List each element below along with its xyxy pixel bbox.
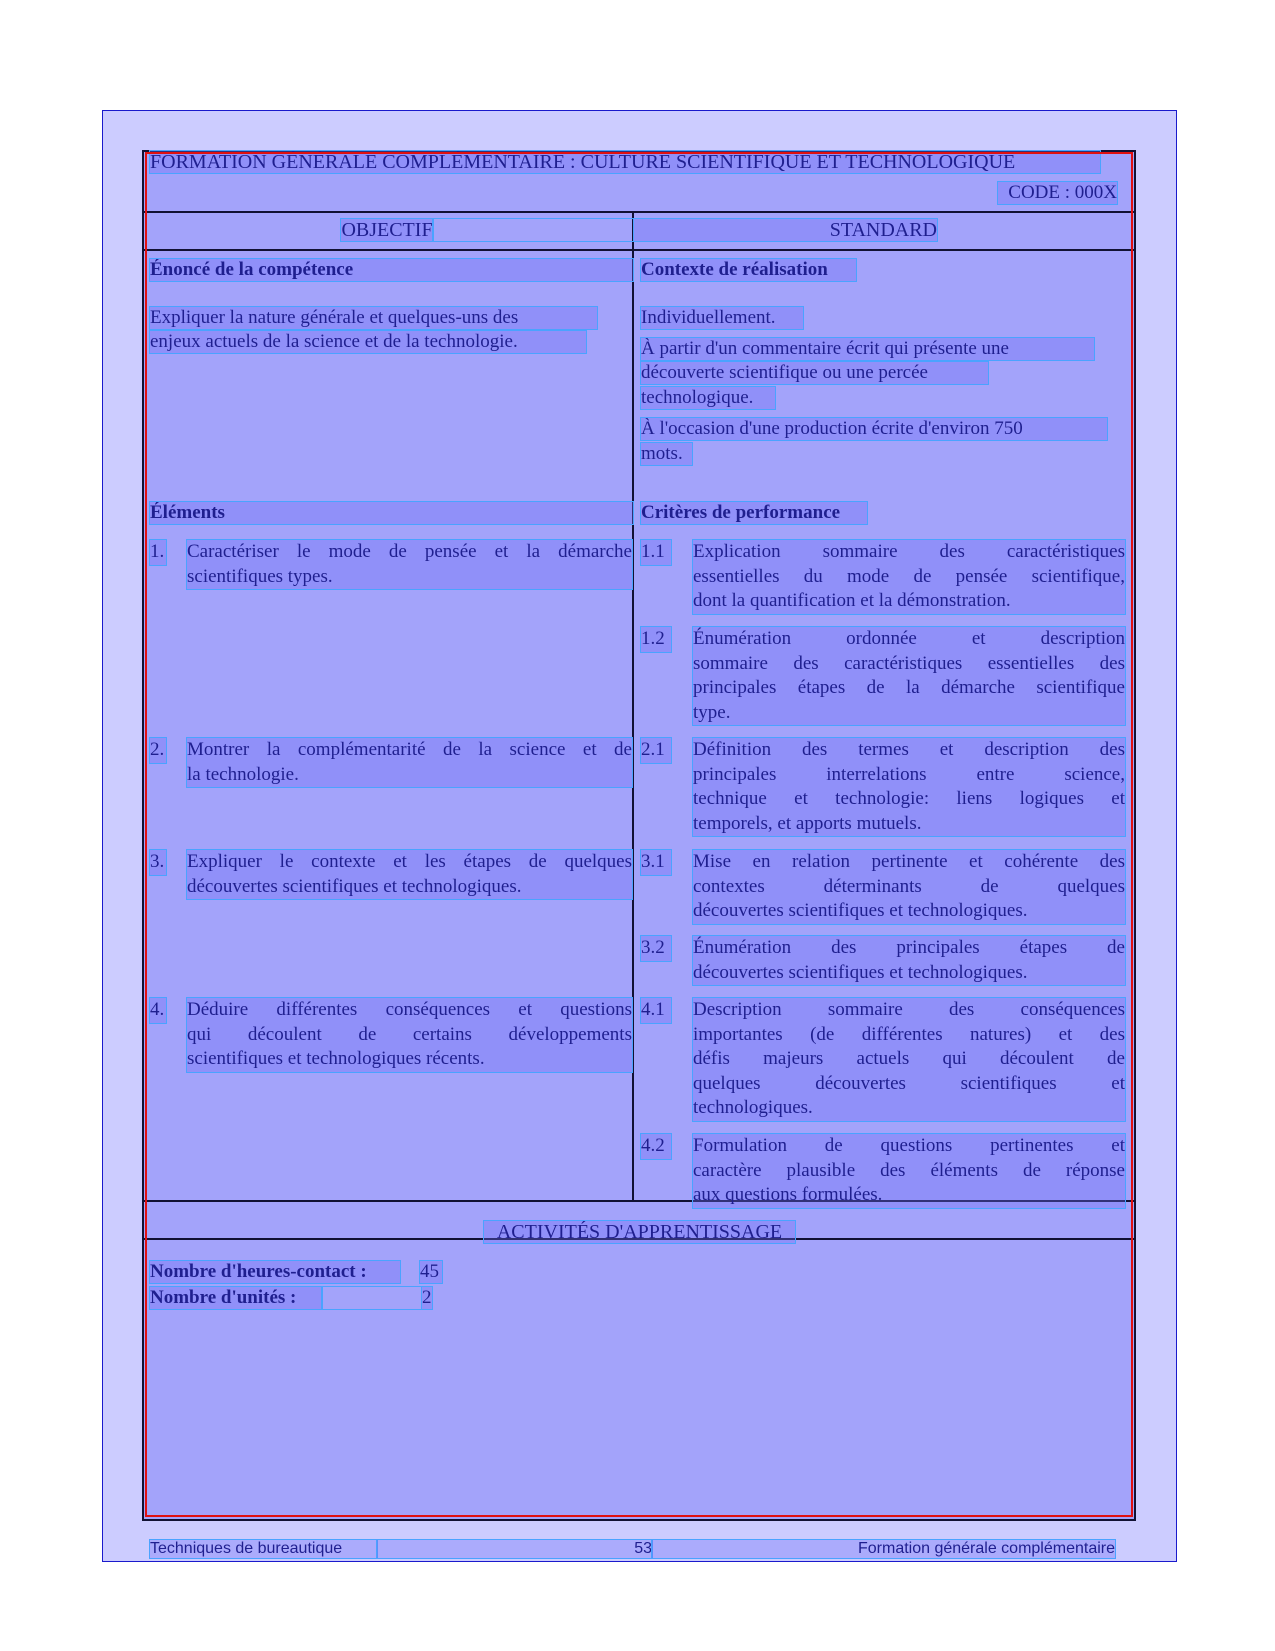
- element-number: 1.: [150, 540, 166, 565]
- critere-line: technologiques.: [693, 1097, 813, 1119]
- competence-line-2: enjeux actuels de la science et de la technologie.: [150, 331, 586, 353]
- element-4-line: qui découlent de certains développements: [187, 1023, 632, 1045]
- critere-line: dont la quantification et la démonstration.: [693, 590, 1011, 612]
- critere-number: 4.1: [641, 998, 671, 1023]
- critere-line: Description sommaire des conséquences: [693, 999, 1125, 1020]
- contexte-p3-line-2: mots.: [641, 443, 692, 465]
- critere-number: 3.1: [641, 850, 671, 875]
- critere-number: 1.2: [641, 627, 671, 652]
- footer-page-number: 53: [377, 1540, 652, 1558]
- critere-line: principales interrelations entre science,: [693, 763, 1125, 785]
- critere-3-2-text: [693, 936, 1125, 985]
- critere-line: découvertes scientifiques et technologiques.: [693, 900, 1028, 922]
- critere-line: quelques découvertes scientifiques et: [693, 1072, 1125, 1094]
- element-number: 3.: [150, 850, 166, 875]
- critere-4-1-text: [693, 998, 1125, 1121]
- column-header-divider: [142, 249, 1136, 251]
- contexte-individuellement: Individuellement.: [641, 307, 803, 329]
- footer-program: Techniques de bureautique: [150, 1540, 377, 1558]
- critere-line: caractère plausible des éléments de réponse: [693, 1159, 1125, 1181]
- unites-value: 2: [422, 1287, 432, 1308]
- critere-number: 4.2: [641, 1134, 671, 1159]
- critere-line: essentielles du mode de pensée scientifique,: [693, 565, 1125, 587]
- footer-section: Formation générale complémentaire: [652, 1540, 1115, 1558]
- element-3-text: [187, 850, 632, 899]
- contexte-p2-line-2: découverte scientifique ou une percée: [641, 362, 988, 384]
- course-code: CODE : 000X: [998, 182, 1117, 204]
- critere-line: aux questions formulées.: [693, 1184, 883, 1206]
- competence-heading: Énoncé de la compétence: [150, 259, 633, 281]
- activites-heading: ACTIVITÉS D'APPRENTISSAGE: [484, 1221, 795, 1243]
- critere-line: type.: [693, 701, 731, 723]
- critere-1-2-text: [693, 627, 1125, 725]
- critere-3-1-text: [693, 850, 1125, 924]
- column-header-standard: STANDARD: [634, 219, 937, 241]
- critere-4-2-text: [693, 1134, 1125, 1208]
- element-3-line: découvertes scientifiques et technologiques.: [187, 875, 522, 897]
- page-title: FORMATION GÉNÉRALE COMPLÉMENTAIRE : CULTURE SCIENTIFIQUE ET TECHNOLOGIQUE: [150, 151, 1100, 173]
- header-divider: [142, 211, 1136, 213]
- element-4-text: [187, 998, 632, 1072]
- unites-value-box: [322, 1287, 432, 1309]
- element-2-text: [187, 738, 632, 787]
- critere-line: Formulation de questions pertinentes et: [693, 1135, 1125, 1156]
- competence-line-1: Expliquer la nature générale et quelques-uns des: [150, 307, 597, 329]
- contexte-p2-line-1: À partir d'un commentaire écrit qui présente une: [641, 338, 1094, 360]
- element-2-line: la technologie.: [187, 763, 299, 785]
- element-4-line: scientifiques et technologiques récents.: [187, 1048, 485, 1070]
- critere-line: défis majeurs actuels qui découlent de: [693, 1048, 1125, 1070]
- critere-line: Explication sommaire des caractéristiques: [693, 541, 1125, 562]
- element-number: 2.: [150, 738, 166, 763]
- critere-line: sommaire des caractéristiques essentielles des: [693, 652, 1125, 674]
- criteres-heading: Critères de performance: [641, 502, 867, 524]
- element-2-line: Montrer la complémentarité de la science et de: [187, 739, 632, 760]
- critere-number: 1.1: [641, 540, 671, 565]
- column-header-objectif-box: [433, 219, 633, 241]
- element-1-text: [187, 540, 632, 589]
- element-3-line: Expliquer le contexte et les étapes de quelques: [187, 851, 632, 872]
- column-header-objectif: OBJECTIF: [341, 219, 433, 241]
- contexte-p3-line-1: À l'occasion d'une production écrite d'environ 750: [641, 418, 1107, 440]
- critere-1-1-text: [693, 540, 1125, 614]
- critere-line: découvertes scientifiques et technologiques.: [693, 961, 1028, 983]
- critere-line: Définition des termes et description des: [693, 739, 1125, 760]
- contexte-p2-line-3: technologique.: [641, 387, 775, 409]
- critere-number: 3.2: [641, 936, 671, 961]
- element-number: 4.: [150, 998, 166, 1023]
- heures-contact-value: 45: [420, 1261, 442, 1283]
- critere-line: principales étapes de la démarche scientifique: [693, 677, 1125, 699]
- element-1-line: Caractériser le mode de pensée et la démarche: [187, 541, 632, 562]
- contexte-heading: Contexte de réalisation: [641, 259, 856, 281]
- element-1-line: scientifiques types.: [187, 565, 333, 587]
- critere-line: temporels, et apports mutuels.: [693, 812, 922, 834]
- heures-contact-label: Nombre d'heures-contact :: [150, 1261, 400, 1283]
- critere-line: contextes déterminants de quelques: [693, 875, 1125, 897]
- critere-line: Mise en relation pertinente et cohérente des: [693, 851, 1125, 872]
- elements-heading: Éléments: [150, 502, 633, 524]
- critere-line: Énumération des principales étapes de: [693, 937, 1125, 958]
- critere-number: 2.1: [641, 738, 671, 763]
- critere-2-1-text: [693, 738, 1125, 836]
- critere-line: Énumération ordonnée et description: [693, 628, 1125, 649]
- column-divider: [632, 211, 634, 1200]
- unites-label: Nombre d'unités :: [150, 1287, 322, 1309]
- critere-line: importantes (de différentes natures) et des: [693, 1023, 1125, 1045]
- critere-line: technique et technologie: liens logiques et: [693, 788, 1125, 810]
- element-4-line: Déduire différentes conséquences et questions: [187, 999, 632, 1020]
